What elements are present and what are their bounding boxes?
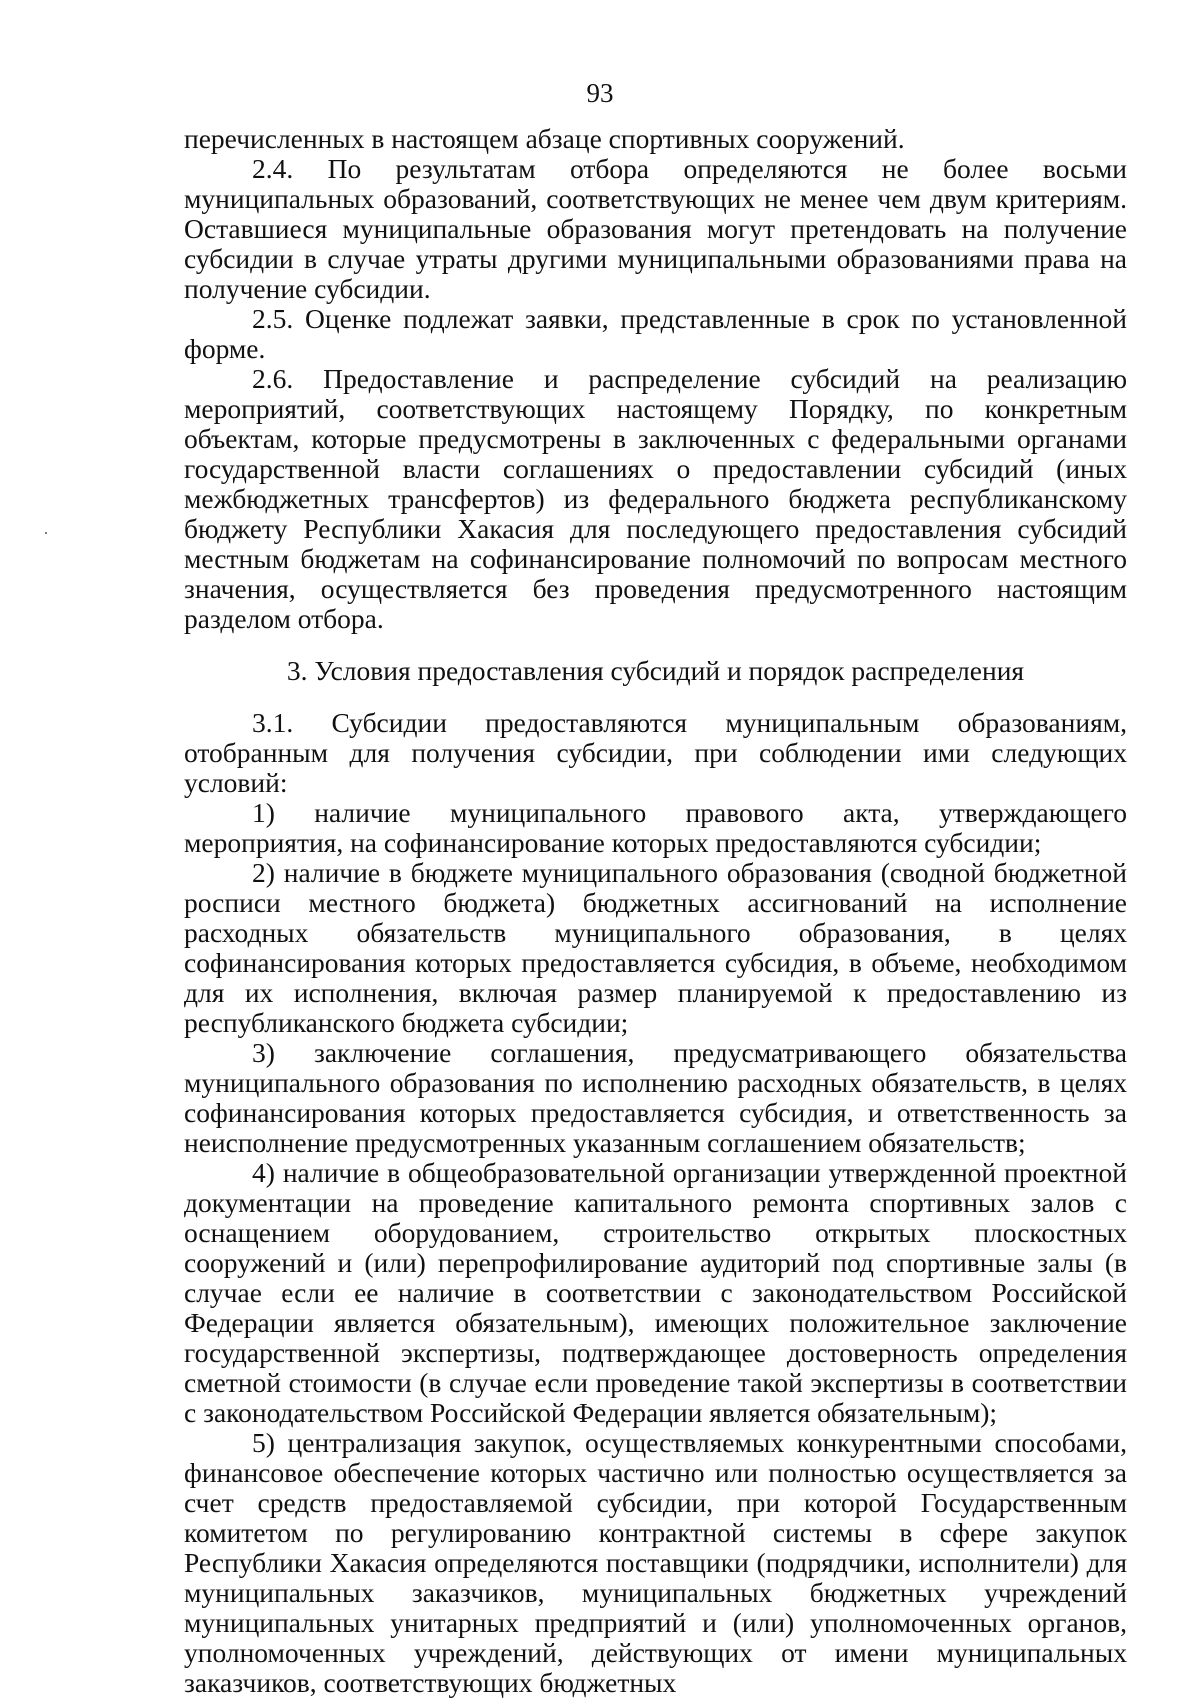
paragraph-continuation: перечисленных в настоящем абзаце спортивных сооружений.	[184, 123, 905, 154]
list-item-2: 2) наличие в бюджете муниципального образования (сводной бюджетной росписи местного бюджета) бюджетных ассигнований на исполнение расходных обязательств муниципального образования, в целях софинансирования которых предоставляется субсидия, в объеме, необходимом для их исполнения, включая размер планируемой к предоставлению из республиканского бюджета субсидии;	[184, 857, 1127, 1038]
paragraph-2-5: 2.5. Оценке подлежат заявки, представленные в срок по установленной форме.	[184, 303, 1127, 364]
list-item-1: 1) наличие муниципального правового акта, утверждающего мероприятия, на софинансирование которых предоставляются субсидии;	[184, 797, 1127, 858]
paragraph-2-6: 2.6. Предоставление и распределение субсидий на реализацию мероприятий, соответствующих настоящему Порядку, по конкретным объектам, которые предусмотрены в заключенных с федеральными органами государственной власти соглашениях о предоставлении субсидий (иных межбюджетных трансфертов) из федерального бюджета республиканскому бюджету Республики Хакасия для последующего предоставления субсидий местным бюджетам на софинансирование полномочий по вопросам местного значения, осуществляется без проведения предусмотренного настоящим разделом отбора.	[184, 363, 1127, 634]
list-item-4: 4) наличие в общеобразовательной организации утвержденной проектной документации на проведение капитального ремонта спортивных залов с оснащением оборудованием, строительство открытых плоскостных сооружений и (или) перепрофилирование аудиторий под спортивные залы (в случае если ее наличие в соответствии с законодательством Российской Федерации является обязательным), имеющих положительное заключение государственной экспертизы, подтверждающее достоверность определения сметной стоимости (в случае если проведение такой экспертизы в соответствии с законодательством Российской Федерации является обязательным);	[184, 1157, 1127, 1428]
page-number: 93	[586, 78, 614, 108]
list-item-5: 5) централизация закупок, осуществляемых конкурентными способами, финансовое обеспечение которых частично или полностью осуществляется за счет средств предоставляемой субсидии, при которой Государственным комитетом по регулированию контрактной системы в сфере закупок Республики Хакасия определяются поставщики (подрядчики, исполнители) для муниципальных заказчиков, муниципальных бюджетных учреждений муниципальных унитарных предприятий и (или) уполномоченных органов, уполномоченных учреждений, действующих от имени муниципальных заказчиков, соответствующих бюджетных	[184, 1427, 1127, 1698]
scan-speck	[45, 532, 47, 534]
section-heading: 3. Условия предоставления субсидий и порядок распределения	[286, 655, 1025, 686]
paragraph-3-1: 3.1. Субсидии предоставляются муниципальным образованиям, отобранным для получения субсидии, при соблюдении ими следующих условий:	[184, 707, 1127, 798]
paragraph-2-4: 2.4. По результатам отбора определяются не более восьми муниципальных образований, соответствующих не менее чем двум критериям. Оставшиеся муниципальные образования могут претендовать на получение субсидии в случае утраты другими муниципальными образованиями права на получение субсидии.	[184, 153, 1127, 304]
document-body	[184, 124, 1127, 1698]
list-item-3: 3) заключение соглашения, предусматривающего обязательства муниципального образования по исполнению расходных обязательств, в целях софинансирования которых предоставляется субсидия, и ответственность за неисполнение предусмотренных указанным соглашением обязательств;	[184, 1037, 1127, 1158]
